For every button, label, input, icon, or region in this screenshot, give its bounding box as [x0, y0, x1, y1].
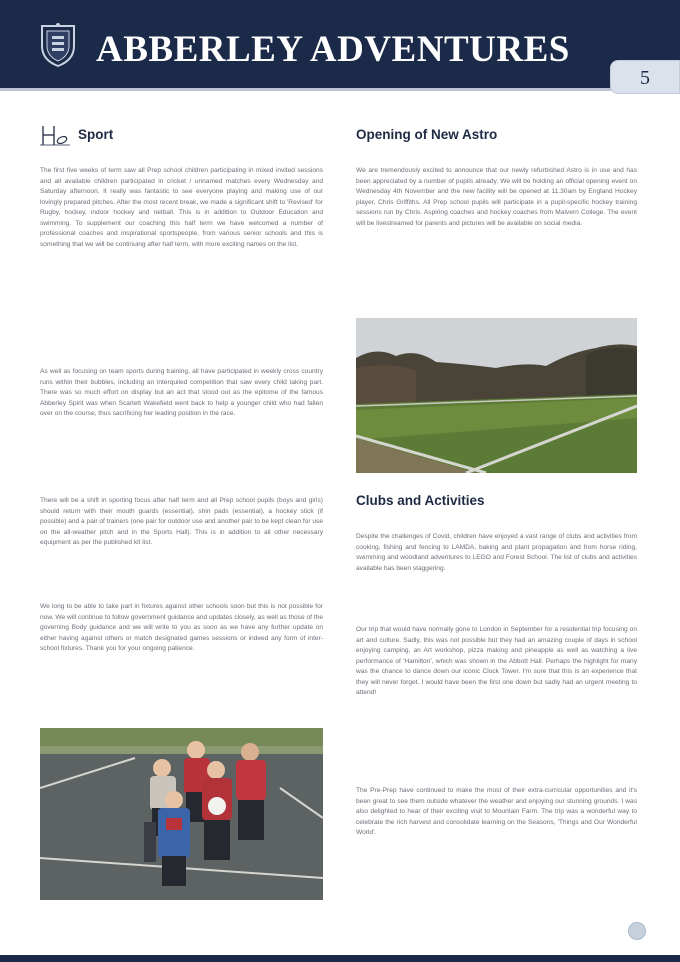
clubs-heading: Clubs and Activities: [356, 493, 485, 508]
rugby-posts-icon: [40, 124, 70, 146]
school-crest-icon: [38, 22, 78, 68]
clubs-paragraph: Our trip that would have normally gone to London in September for a residential trip focusing on art and culture. Sadly, this was not possible but they had an amazing couple of days in school enjoying camping, an Art workshop, pizza making and pineapple as well as watching a live performance of 'Hamilton', which was shown in the Abbott Hall. Perhaps the highlight for many was the chance to dance down our iconic Clock Tower. I'm sure that this is an experience that they will never forget. I would have been the first one down but sadly had an urgent meeting to attend!: [356, 626, 637, 696]
netball-team-photo: [40, 728, 323, 900]
sport-paragraph: As well as focusing on team sports during training, all have participated in weekly cross country runs within their bubbles, including an interquiled competition that saw every child taking part. There was so much effort on display but an act that stood out as the epitome of the famous Abberley Spirit was when Scarlett Wakefield went back to help a younger child who had fallen over on the course, thus sacrificing her leading position in the race.: [40, 368, 323, 417]
astro-paragraph: We are tremendously excited to announce that our newly refurbished Astro is in use and has been appreciated by a number of pupils already. We will be holding an official opening event on Wednesday 4th November and the new facility will be opened at 11.30am by England Hockey player, Chris Griffiths. All Prep school pupils will participate in a pupil-specific hockey training sessions run by Chris. Aspiring coaches and hockey coaches from Malvern College. The event will be livestreamed for parents and pictures will be available on social media.: [356, 167, 637, 227]
sport-paragraph: The first five weeks of term saw all Prep school children participating in mixed invited sessions and all available children participated in cricket / unnamed matches every Wednesday and Saturday afternoon. It really was fantastic to see everyone playing and making use of our lovingly prepared pitches. After the most recent break, we made a significant shift to 'Revised' for Rugby, hockey, indoor hockey and netball. This is in addition to Outdoor Education and swimming. To supplement our coaching this half term we have welcomed a number of professional coaches and inspirational sportspeople, from various senior schools and this is something that we will be continuing after half term, with more exciting names on the list.: [40, 167, 323, 248]
sport-heading: Sport: [78, 127, 114, 142]
footer-bar: [0, 955, 680, 962]
clubs-paragraph: The Pre-Prep have continued to make the most of their extra-curricular opportunities and it's been great to see them outside whatever the weather and enjoying our stunning grounds. I was also delighted to hear of their exciting visit to Mountain Farm. The trip was a wonderful way to celebrate the rich harvest and consolidate learning on the Seasons, 'Things and Our Wonderful World'.: [356, 787, 637, 836]
masthead: [0, 0, 680, 88]
sport-paragraph: We long to be able to take part in fixtures against other schools soon but this is not possible for now. We will continue to follow government guidance and updates closely, as well as those of the governing Body guidance and we will write to you as soon as we have any further update on either having against others or match designated games sessions or indeed any form of inter-school fixtures. Thank you for your ongoing patience.: [40, 603, 323, 652]
header-divider: [0, 88, 680, 91]
page-number: 5: [640, 67, 650, 89]
sport-paragraph: There will be a shift in sporting focus after half term and all Prep school pupils (boys and girls) should return with their mouth guards (essential), shin pads (essential), a hockey stick (if possible) and a pair of trainers (one pair for outdoor use and another pair to be kept clean for use on the all-weather pitch and in the Sports Hall). This is in addition to all other necessary equipment as per the published kit list.: [40, 497, 323, 546]
astro-heading: Opening of New Astro: [356, 127, 498, 142]
astro-pitch-photo: [356, 318, 637, 473]
clubs-paragraph: Despite the challenges of Covid, children have enjoyed a vast range of clubs and activities from cooking, fishing and fencing to LAMDA, baking and plant propagation and from horse riding, swimming and woodland adventures to LEGO and Forest School. The list of clubs and activities available has been staggering.: [356, 533, 637, 572]
newsletter-title: ABBERLEY ADVENTURES: [96, 29, 570, 70]
page-number-tab: [610, 60, 680, 94]
page-indicator-dot: [628, 922, 646, 940]
